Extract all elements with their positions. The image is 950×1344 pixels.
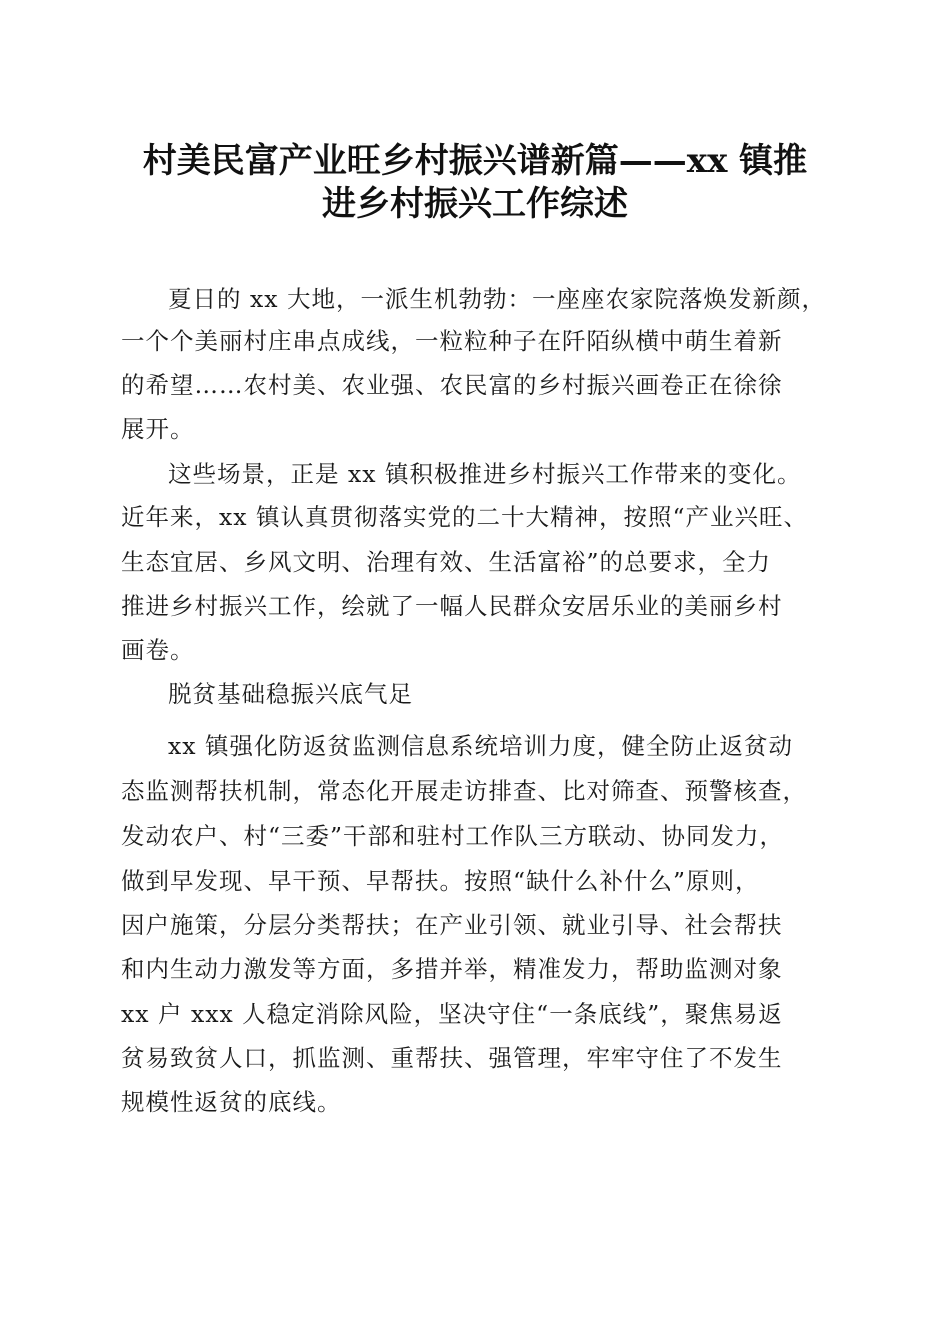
paragraph-3-line: 做到早发现、早干预、早帮扶。按照“缺什么补什么”原则， bbox=[121, 867, 760, 895]
paragraph-3-line: 和内生动力激发等方面，多措并举，精准发力，帮助监测对象 bbox=[121, 955, 783, 983]
paragraph-3-line: 因户施策，分层分类帮扶；在产业引领、就业引导、社会帮扶 bbox=[121, 911, 783, 939]
paragraph-2-line: 生态宜居、乡风文明、治理有效、生活富裕”的总要求，全力 bbox=[121, 548, 772, 576]
paragraph-3-line: 贫易致贫人口，抓监测、重帮扶、强管理，牢牢守住了不发生 bbox=[121, 1044, 783, 1072]
paragraph-3-line: 规模性返贫的底线。 bbox=[121, 1088, 342, 1116]
paragraph-3-line: 发动农户、村“三委”干部和驻村工作队三方联动、协同发力， bbox=[121, 822, 785, 850]
paragraph-1-line: 夏日的 xx 大地，一派生机勃勃：一座座农家院落焕发新颜， bbox=[168, 285, 826, 313]
section-heading: 脱贫基础稳振兴底气足 bbox=[168, 680, 413, 708]
document-title-line-1: 村美民富产业旺乡村振兴谱新篇——xx 镇推 bbox=[142, 141, 808, 181]
paragraph-1-line: 一个个美丽村庄串点成线，一粒粒种子在阡陌纵横中萌生着新 bbox=[121, 327, 783, 355]
paragraph-2-line: 近年来，xx 镇认真贯彻落实党的二十大精神，按照“产业兴旺、 bbox=[121, 503, 808, 531]
paragraph-2-line: 画卷。 bbox=[121, 636, 195, 664]
paragraph-3-line: xx 户 xxx 人稳定消除风险，坚决守住“一条底线”，聚焦易返 bbox=[121, 1000, 783, 1028]
paragraph-1-line: 展开。 bbox=[121, 415, 195, 443]
paragraph-1-line: 的希望……农村美、农业强、农民富的乡村振兴画卷正在徐徐 bbox=[121, 371, 783, 399]
paragraph-2-line: 这些场景，正是 xx 镇积极推进乡村振兴工作带来的变化。 bbox=[168, 460, 802, 488]
paragraph-2-line: 推进乡村振兴工作，绘就了一幅人民群众安居乐业的美丽乡村 bbox=[121, 592, 783, 620]
paragraph-3-line: 态监测帮扶机制，常态化开展走访排查、比对筛查、预警核查， bbox=[121, 777, 807, 805]
paragraph-3-line: xx 镇强化防返贫监测信息系统培训力度，健全防止返贫动 bbox=[168, 732, 793, 760]
document-title-line-2: 进乡村振兴工作综述 bbox=[322, 184, 628, 224]
